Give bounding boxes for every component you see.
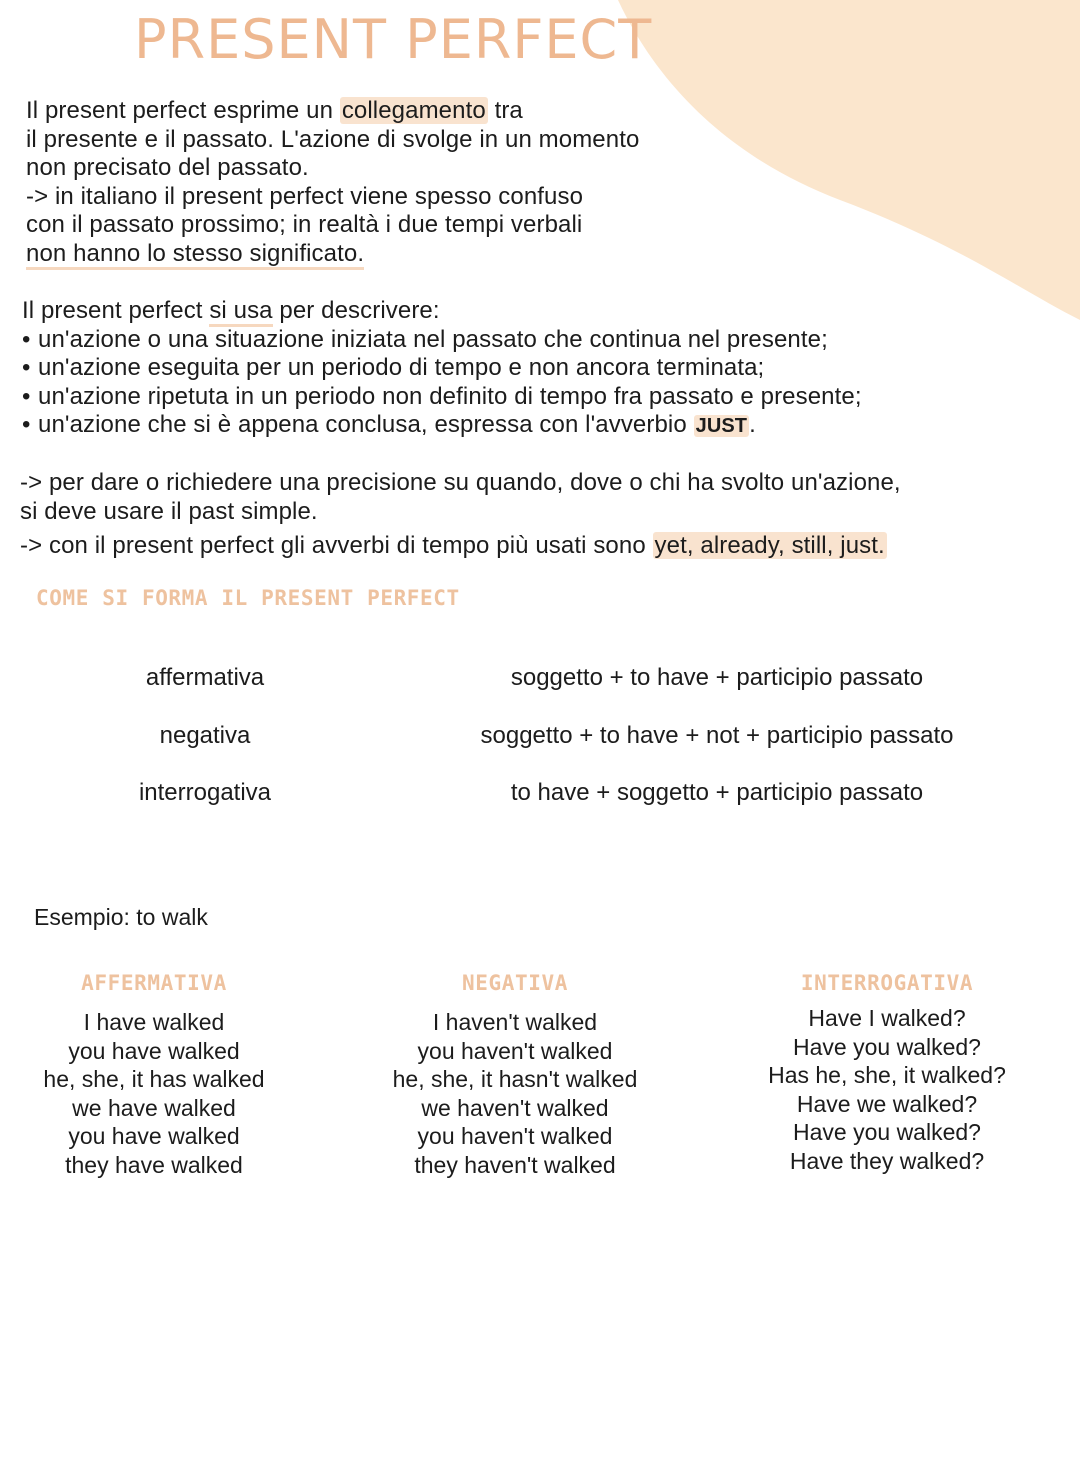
intro-line-underlined: non hanno lo stesso significato.: [26, 240, 364, 270]
list-item: he, she, it hasn't walked: [392, 1066, 638, 1093]
notes-section: [20, 469, 901, 561]
list-item: Have they walked?: [789, 1147, 985, 1174]
uses-heading-underlined: si usa: [209, 297, 272, 327]
column-affermativa: [14, 968, 294, 1180]
formation-rule-affermativa: soggetto + to have + participio passato: [510, 664, 924, 691]
list-item: [22, 411, 862, 441]
example-label: Esempio: to walk: [34, 904, 208, 930]
intro-line: -> in italiano il present perfect viene spesso confuso: [26, 182, 584, 210]
intro-line: con il passato prossimo; in realtà i due tempi verbali: [26, 211, 583, 238]
list-item: Have we walked?: [796, 1090, 978, 1117]
highlight-adverbs: yet, already, still, just.: [654, 532, 885, 559]
column-heading: INTERROGATIVA: [800, 971, 974, 995]
formation-heading: COME SI FORMA IL PRESENT PERFECT: [36, 586, 460, 610]
intro-line: tra: [487, 97, 523, 124]
list-item: they have walked: [65, 1151, 243, 1178]
note-line: -> per dare o richiedere una precisione su quando, dove o chi ha svolto un'azione,: [20, 469, 901, 496]
list-item: • un'azione eseguita per un periodo di tempo e non ancora terminata;: [22, 354, 862, 383]
note-line: si deve usare il past simple.: [20, 497, 318, 525]
page-title: PRESENT PERFECT: [134, 8, 653, 71]
intro-line: non precisato del passato.: [26, 154, 309, 181]
highlight-collegamento: collegamento: [341, 97, 486, 124]
formation-label-affermativa: affermativa: [145, 664, 265, 691]
list-item: he, she, it has walked: [43, 1066, 265, 1093]
list-item-period: .: [749, 411, 756, 438]
formation-rule-negativa: soggetto + to have + not + participio passato: [480, 722, 954, 749]
list-item: • un'azione ripetuta in un periodo non definito di tempo fra passato e presente;: [22, 383, 862, 412]
list-item: Have I walked?: [808, 1005, 966, 1031]
highlight-just: JUST: [695, 415, 748, 437]
list-item: they haven't walked: [414, 1151, 616, 1178]
formation-label-negativa: negativa: [159, 722, 251, 749]
intro-line: Il present perfect esprime un: [26, 97, 340, 124]
column-negativa: [360, 968, 670, 1180]
list-item: you haven't walked: [417, 1037, 613, 1064]
intro-paragraph: [26, 97, 639, 268]
formation-label-interrogativa: interrogativa: [138, 779, 272, 806]
list-item: you have walked: [68, 1123, 240, 1150]
list-item: • un'azione o una situazione iniziata nel passato che continua nel presente;: [22, 326, 862, 355]
list-item: we haven't walked: [421, 1094, 609, 1121]
list-item-text: un'azione che si è appena conclusa, espressa con l'avverbio: [38, 411, 687, 438]
formation-rule-interrogativa: to have + soggetto + participio passato: [510, 779, 924, 806]
list-item: you haven't walked: [417, 1123, 613, 1150]
column-interrogativa: [734, 968, 1040, 1176]
uses-section: [22, 297, 862, 441]
column-heading: NEGATIVA: [462, 971, 568, 995]
uses-heading: per descrivere:: [272, 297, 440, 324]
column-heading: AFFERMATIVA: [81, 971, 227, 995]
list-item: I have walked: [83, 1009, 225, 1035]
uses-list: [22, 326, 862, 441]
note-line: -> con il present perfect gli avverbi di tempo più usati sono: [20, 532, 653, 559]
list-item: we have walked: [72, 1094, 236, 1121]
list-item: Has he, she, it walked?: [768, 1062, 1006, 1089]
list-item: Have you walked?: [793, 1119, 981, 1146]
intro-line: il presente e il passato. L'azione di svolge in un momento: [26, 125, 640, 153]
list-item: Have you walked?: [793, 1033, 981, 1060]
list-item: I haven't walked: [432, 1009, 598, 1035]
list-item: you have walked: [68, 1037, 240, 1064]
uses-heading: Il present perfect: [22, 297, 210, 324]
